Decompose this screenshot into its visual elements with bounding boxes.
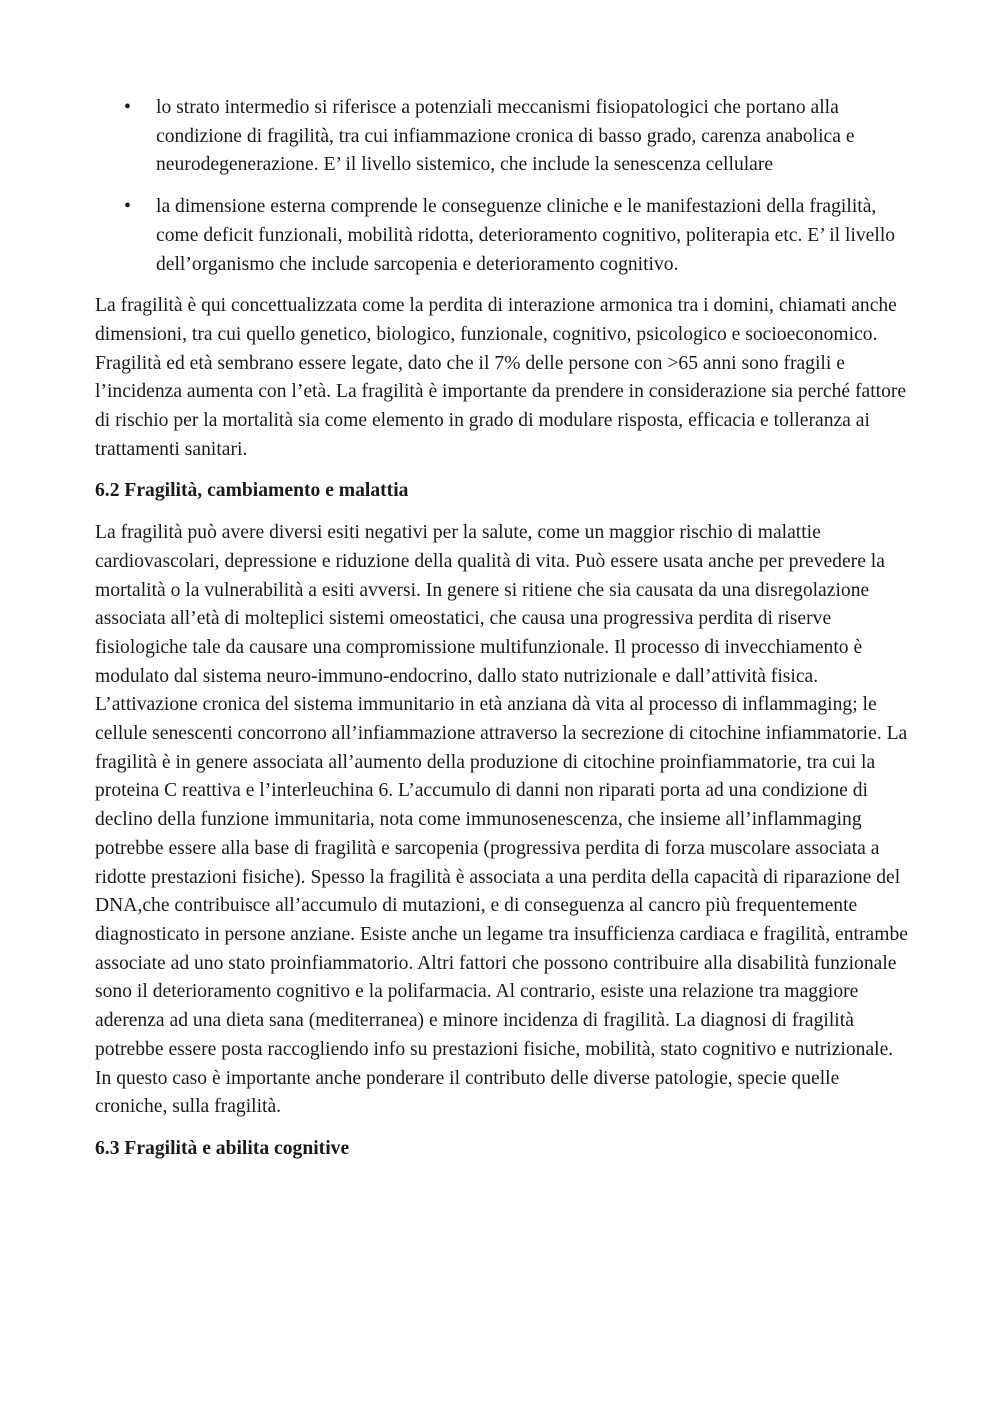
bullet-item-intermediate-layer bbox=[95, 94, 910, 180]
paragraph-fragility-disease: La fragilità può avere diversi esiti negativi per la salute, come un maggior rischio di malattie cardiovascolari, depressione e riduzione della qualità di vita. Può essere usata anche per prevedere la mortalità o la vulnerabilità a esiti avversi. In genere si ritiene che sia causata da una disregolazione associata all’età di molteplici sistemi omeostatici, che causa una progressiva perdita di riserve fisiologiche tale da causare una compromissione multifunzionale. Il processo di invecchiamento è modulato dal sistema neuro-immuno-endocrino, dallo stato nutrizionale e dall’attività fisica. L’attivazione cronica del sistema immunitario in età anziana dà vita al processo di inflammaging; le cellule senescenti concorrono all’infiammazione attraverso la secrezione di citochine infiammatorie. La fragilità è in genere associata all’aumento della produzione di citochine proinfiammatorie, tra cui la proteina C reattiva e l’interleuchina 6. L’accumulo di danni non riparati porta ad una condizione di declino della funzione immunitaria, nota come immunosenescenza, che insieme all’inflammaging potrebbe essere alla base di fragilità e sarcopenia (progressiva perdita di forza muscolare associata a ridotte prestazioni fisiche). Spesso la fragilità è associata a una perdita della capacità di riparazione del DNA,che contribuisce all’accumulo di mutazioni, e di conseguenza al cancro più frequentemente diagnosticato in persone anziane. Esiste anche un legame tra insufficienza cardiaca e fragilità, entrambe associate ad uno stato proinfiammatorio. Altri fattori che possono contribuire alla disabilità funzionale sono il deterioramento cognitivo e la polifarmacia. Al contrario, esiste una relazione tra maggiore aderenza ad una dieta sana (mediterranea) e minore incidenza di fragilità. La diagnosi di fragilità potrebbe essere posta raccogliendo info su prestazioni fisiche, mobilità, stato cognitivo e nutrizionale. In questo caso è importante anche ponderare il contributo delle diverse patologie, specie quelle croniche, sulla fragilità. bbox=[95, 522, 908, 1118]
bullet-text: la dimensione esterna comprende le conseguenze cliniche e le manifestazioni della fragilità, come deficit funzionali, mobilità ridotta, deterioramento cognitivo, politerapia etc. E’ il livello dell’organismo che include sarcopenia e deterioramento cognitivo. bbox=[156, 196, 896, 275]
paragraph-fragility-concept: La fragilità è qui concettualizzata come la perdita di interazione armonica tra i domini, chiamati anche dimensioni, tra cui quello genetico, biologico, funzionale, cognitivo, psicologico e socioeconomico. Fragilità ed età sembrano essere legate, dato che il 7% delle persone con >65 anni sono fragili e l’incidenza aumenta con l’età. La fragilità è importante da prendere in considerazione sia perché fattore di rischio per la mortalità sia come elemento in grado di modulare risposta, efficacia e tolleranza ai trattamenti sanitari. bbox=[95, 295, 907, 460]
section-heading-6-3: 6.3 Fragilità e abilita cognitive bbox=[95, 1137, 350, 1159]
bullet-icon: • bbox=[124, 196, 131, 218]
bullet-text: lo strato intermedio si riferisce a potenziali meccanismi fisiopatologici che portano alla condizione di fragilità, tra cui infiammazione cronica di basso grado, carenza anabolica e neurodegenerazione. E’ il livello sistemico, che include la senescenza cellulare bbox=[156, 97, 855, 176]
section-heading-6-2: 6.2 Fragilità, cambiamento e malattia bbox=[95, 480, 409, 502]
bullet-list bbox=[95, 94, 910, 279]
bullet-item-external-dimension bbox=[95, 193, 910, 279]
page-content bbox=[95, 94, 910, 1177]
bullet-icon: • bbox=[124, 97, 131, 118]
